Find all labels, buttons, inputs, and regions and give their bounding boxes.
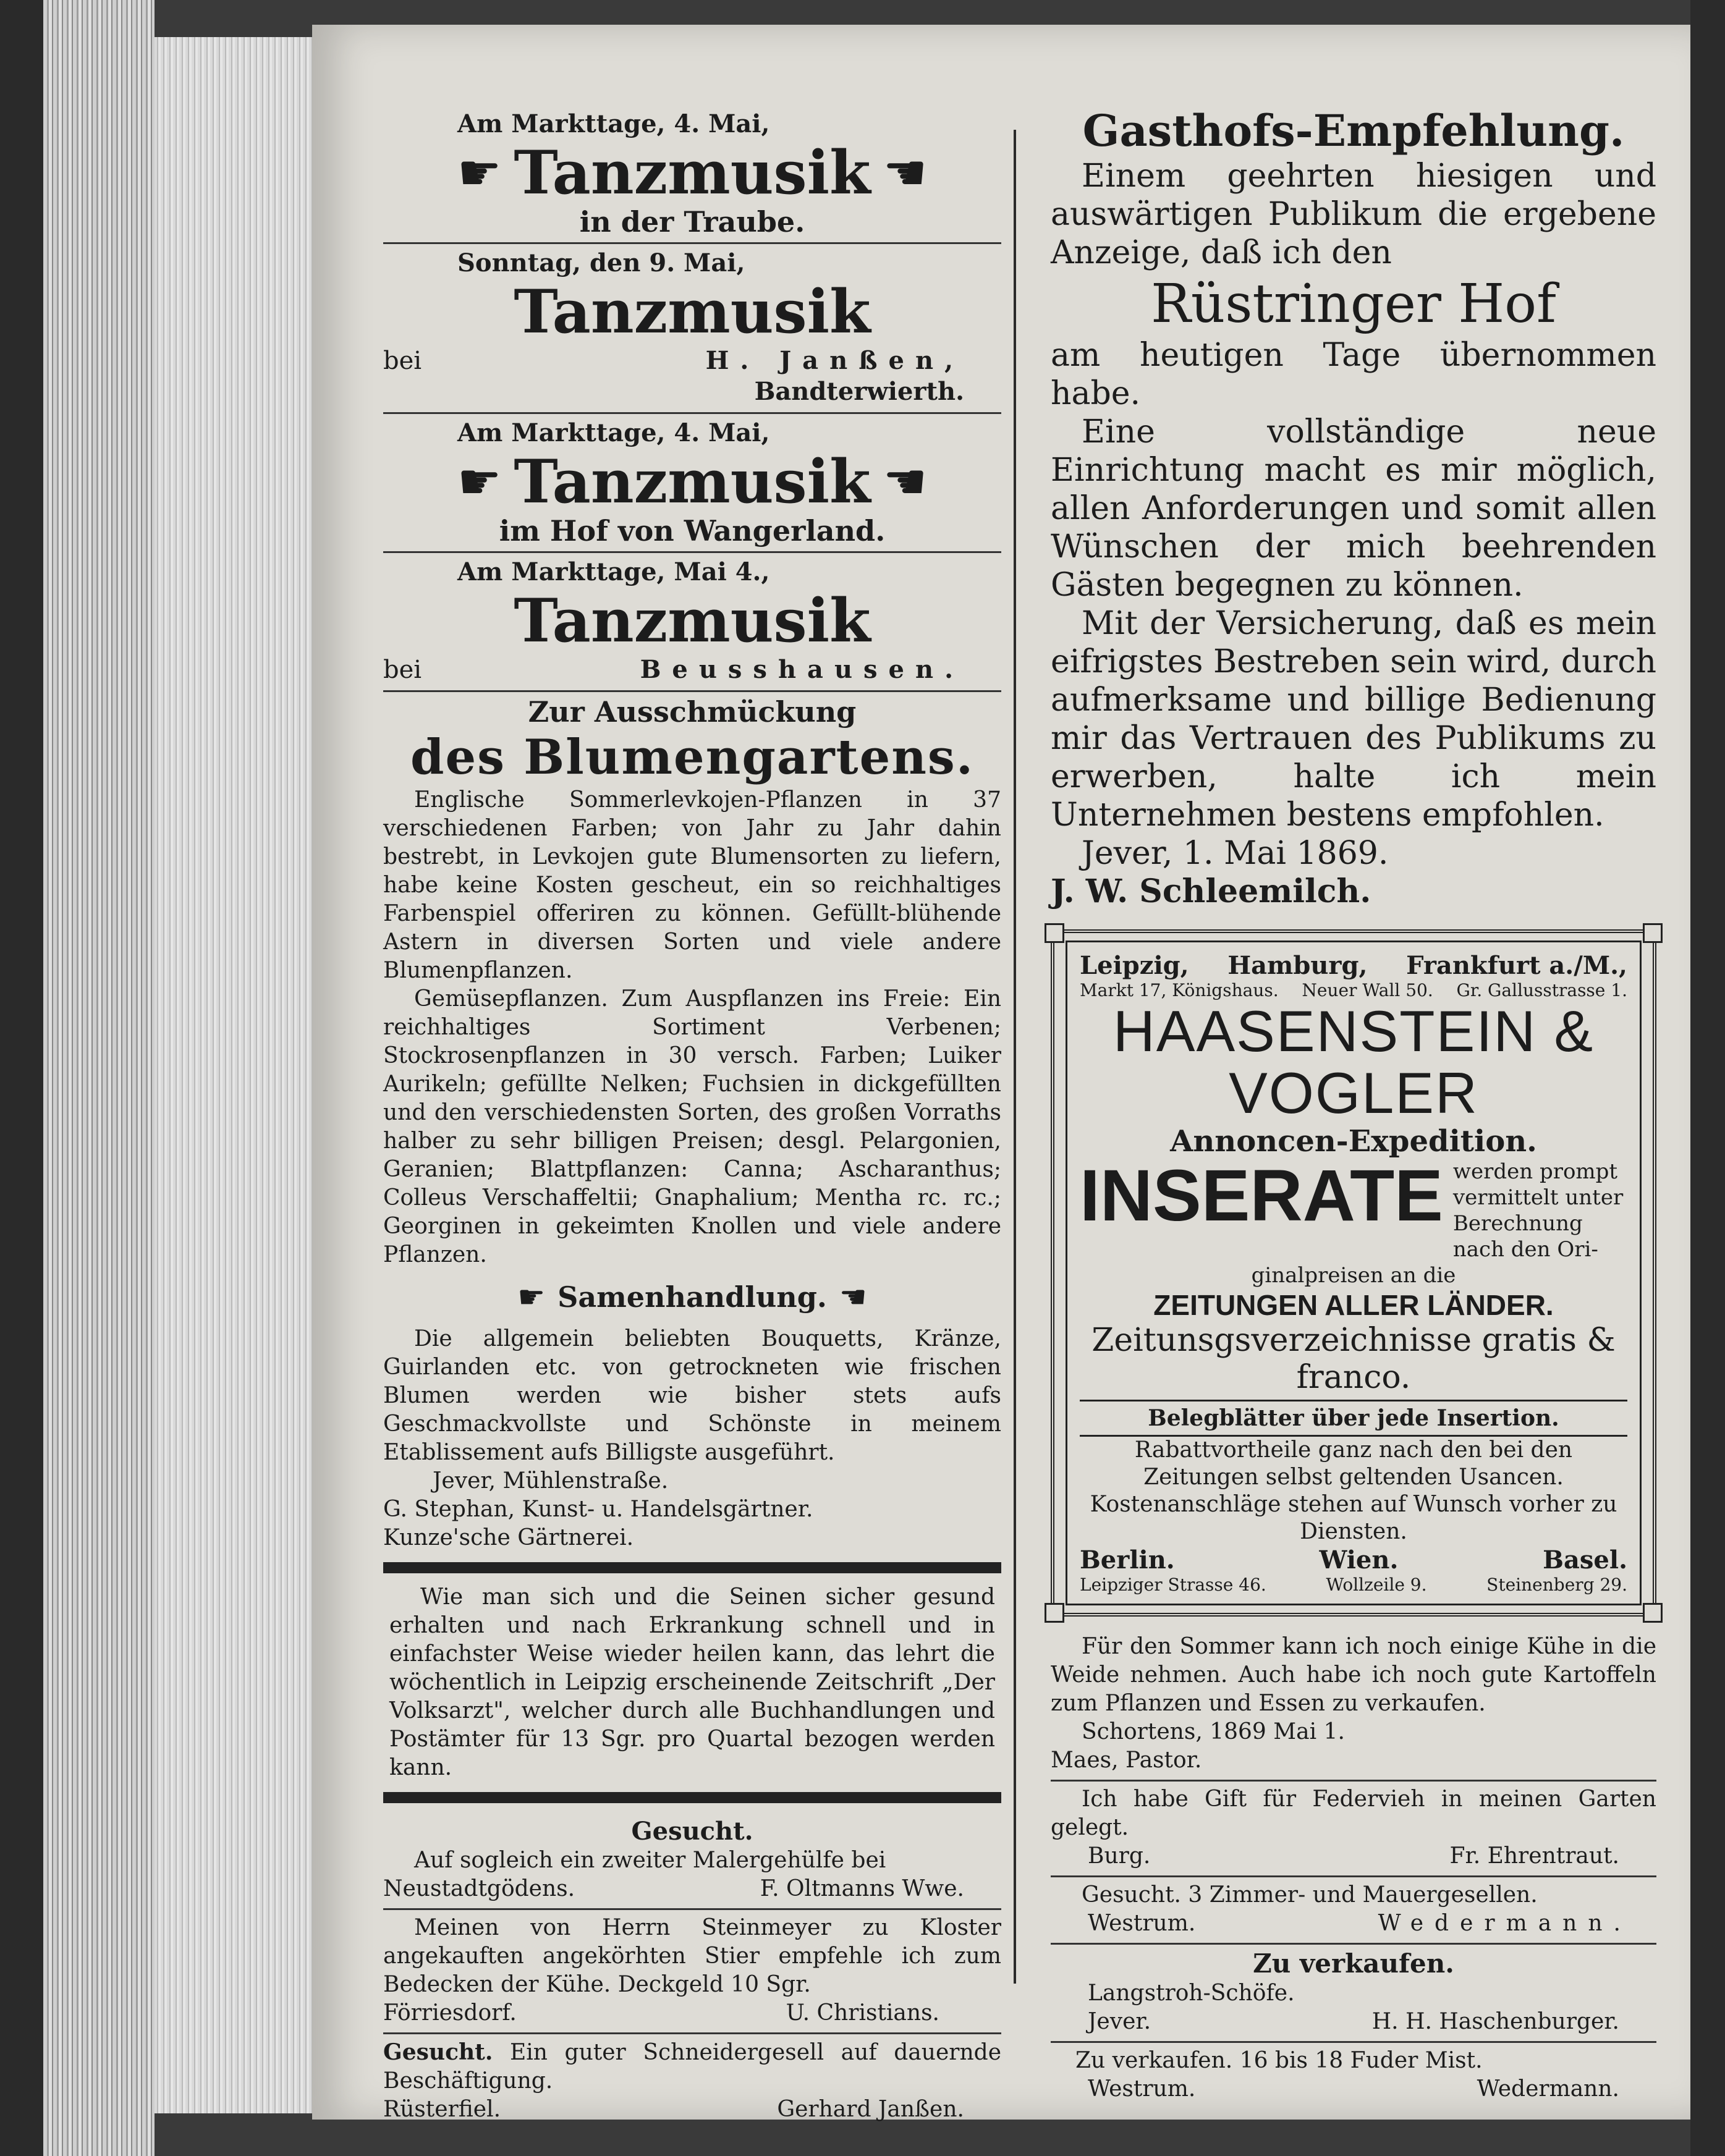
pointing-hand-left-icon: ☚	[839, 1279, 867, 1315]
poison-text: Ich habe Gift für Federvieh in meinen Garten gelegt.	[1051, 1786, 1656, 1840]
manure-location: Westrum.	[1088, 2076, 1196, 2102]
gasthof-paragraph-4: Mit der Versicherung, daß es mein eifrigstes Bestreben sein wird, durch aufmerksame und billige Bedienung mir das Vertrauen des Publikums zu erwerben, halte ich mein Unternehmen bestens empfohlen.	[1051, 605, 1656, 834]
pointing-hand-left-icon: ☚	[883, 144, 928, 201]
garden-signature-2: Kunze'sche Gärtnerei.	[383, 1525, 634, 1550]
pointing-hand-right-icon: ☛	[517, 1279, 546, 1315]
poison-location: Burg.	[1088, 1843, 1151, 1869]
gasthof-date: Jever, 1. Mai 1869.	[1082, 835, 1389, 872]
poison-signature: Fr. Ehrentraut.	[1449, 1843, 1619, 1869]
belegblaetter-line: Belegblätter über jede Insertion.	[1080, 1401, 1627, 1437]
address-berlin: Leipziger Strasse 46.	[1080, 1575, 1266, 1595]
book-spine	[43, 0, 155, 2156]
cows-ad	[1051, 1629, 1656, 1782]
garden-paragraph-1: Englische Sommerlevkojen-Pflanzen in 37 verschiedenen Farben; von Jahr zu Jahr dahin bestrebt, in Levkojen gute Blumensorten zu liefern, habe keine Kosten gescheut, ein so reichhaltiges Farbenspiel offeriren zu können. Gefüllt-blühende Astern in diversen Sorten und viele andere Blumenpflanzen.	[383, 787, 1001, 983]
manure-ad	[1051, 2043, 1656, 2108]
tailor-location: Rüsterfiel.	[383, 2097, 501, 2122]
annoncen-heading: Annoncen-Expedition.	[1170, 1124, 1537, 1159]
dance-ad-traube	[383, 105, 1001, 244]
gasthof-ad	[1051, 105, 1656, 911]
haasenstein-vogler-ad	[1051, 929, 1656, 1617]
inserate-text: werden prompt vermittelt unter Berechnung nach den Ori-	[1452, 1159, 1624, 1262]
company-name-2: VOGLER	[1229, 1060, 1478, 1125]
bull-location: Förriesdorf.	[383, 2000, 517, 2026]
zeitungen-heading: ZEITUNGEN ALLER LÄNDER.	[1153, 1289, 1554, 1321]
rabatt-text: Rabattvortheile ganz nach den bei den Zeitungen selbst geltenden Usancen.	[1134, 1437, 1573, 1490]
pointing-hand-right-icon: ☛	[457, 453, 502, 510]
right-column	[1051, 105, 1656, 2108]
bull-signature: U. Christians.	[786, 2000, 939, 2026]
pointing-hand-left-icon: ☚	[883, 453, 928, 510]
bull-ad	[383, 1910, 1001, 2034]
city-hamburg: Hamburg,	[1227, 951, 1368, 980]
seed-heading: Samenhandlung.	[557, 1280, 827, 1314]
address-frankfurt: Gr. Gallusstrasse 1.	[1456, 980, 1627, 1000]
ad-bei: bei	[383, 347, 422, 375]
tailor-lead: Gesucht.	[383, 2039, 493, 2065]
city-frankfurt: Frankfurt a./M.,	[1406, 951, 1627, 980]
page-stack-edge	[155, 37, 321, 2113]
volksarzt-ad: Wie man sich und die Seinen sicher gesund erhalten und nach Erkrankung schnell und in einfachster Weise wieder heilen kann, das lehrt die wöchentlich in Leipzig erscheinende Zeitschrift „Der Volksarzt", welcher durch alle Buchhandlungen und Postämter für 13 Sgr. pro Quartal bezogen werden kann.	[389, 1584, 995, 1780]
garden-heading: Zur Ausschmückung	[528, 695, 857, 729]
city-leipzig: Leipzig,	[1080, 951, 1189, 980]
thick-rule	[383, 1562, 1001, 1573]
wanted-signature: F. Oltmanns Wwe.	[760, 1876, 964, 1901]
column-divider	[1014, 130, 1016, 1984]
ad-date: Am Markttage, Mai 4.,	[457, 557, 770, 586]
tailor-text: Ein guter Schneidergesell auf dauernde Beschäftigung.	[383, 2040, 1001, 2094]
ad-title: Tanzmusik	[514, 138, 871, 208]
ad-date: Am Markttage, 4. Mai,	[457, 418, 770, 447]
ad-title: Tanzmusik	[514, 447, 871, 517]
address-leipzig: Markt 17, Königshaus.	[1080, 980, 1279, 1000]
inserate-heading: INSERATE	[1080, 1155, 1443, 1237]
bull-text: Meinen von Herrn Steinmeyer zu Kloster angekauften angekörhten Stier empfehle ich zum Bedecken der Kühe. Deckgeld 10 Sgr.	[383, 1915, 1001, 1997]
book-shadow	[0, 0, 43, 2156]
manure-text: Zu verkaufen. 16 bis 18 Fuder Mist.	[1075, 2048, 1483, 2073]
manure-signature: Wedermann.	[1477, 2076, 1619, 2102]
thick-rule	[383, 1792, 1001, 1803]
masons-ad	[1051, 1877, 1656, 1945]
ad-host-title: Bandterwierth.	[754, 377, 964, 406]
left-column	[383, 105, 1001, 2129]
cows-text: Für den Sommer kann ich noch einige Kühe in die Weide nehmen. Auch habe ich noch gute Kartoffeln zum Pflanzen und Essen zu verkaufen.	[1051, 1634, 1656, 1716]
tailor-signature: Gerhard Janßen.	[777, 2097, 964, 2122]
dance-ad-beusshausen	[383, 553, 1001, 690]
garden-title: des Blumengartens.	[410, 729, 974, 785]
for-sale-straw-ad	[1051, 1945, 1656, 2043]
city-basel: Basel.	[1543, 1545, 1627, 1575]
for-sale-signature: H. H. Haschenburger.	[1371, 2009, 1619, 2034]
for-sale-location: Jever.	[1088, 2009, 1151, 2034]
gasthof-title: Gasthofs-Empfehlung.	[1082, 105, 1625, 156]
ad-date: Am Markttage, 4. Mai,	[457, 109, 770, 138]
garden-paragraph-2: Gemüsepflanzen. Zum Auspflanzen ins Freie: Ein reichhaltiges Sortiment Verbenen; Stockrosenpflanzen in 30 versch. Farben; Luiker Aurikeln; gefüllte Nelken; Fuchsien in dickgefüllten und den verschiedensten Sorten, des großen Vorraths halber zu sehr billigen Preisen; desgl. Pelargonien, Geranien; Blattpflanzen: Canna; Ascharanthus; Colleus Verschaffeltii; Gnaphalium; Mentha rc. rc.; Georginen in gekeimten Knollen und viele andere Pflanzen.	[383, 986, 1001, 1267]
city-wien: Wien.	[1319, 1545, 1399, 1575]
wanted-painter-ad	[383, 1813, 1001, 1910]
verzeichnisse-line: Zeitunsgsverzeichnisse gratis & franco.	[1080, 1322, 1627, 1401]
wanted-text: Auf sogleich ein zweiter Malergehülfe bei	[414, 1848, 886, 1873]
gasthof-paragraph-3: Eine vollständige neue Einrichtung macht es mir möglich, allen Anforderungen und somit allen Wünschen der mich beehrenden Gästen begegnen zu können.	[1051, 413, 1656, 604]
ad-date: Sonntag, den 9. Mai,	[457, 248, 745, 277]
garden-ad	[383, 690, 1001, 1552]
masons-text: Gesucht. 3 Zimmer- und Mauergesellen.	[1082, 1882, 1538, 1908]
wanted-title: Gesucht.	[631, 1817, 753, 1846]
address-wien: Wollzeile 9.	[1326, 1575, 1427, 1595]
ad-title: Tanzmusik	[514, 586, 871, 656]
gasthof-name: Rüstringer Hof	[1151, 273, 1556, 335]
ad-bei: bei	[383, 656, 422, 684]
for-sale-item: Langstroh-Schöfe.	[1088, 1981, 1295, 2006]
cows-date: Schortens, 1869 Mai 1.	[1082, 1719, 1345, 1744]
address-hamburg: Neuer Wall 50.	[1302, 980, 1433, 1000]
for-sale-title: Zu verkaufen.	[1253, 1948, 1454, 1979]
wanted-location: Neustadtgödens.	[383, 1876, 575, 1901]
ad-place: im Hof von Wangerland.	[499, 514, 886, 547]
address-basel: Steinenberg 29.	[1486, 1575, 1627, 1595]
garden-signature: G. Stephan, Kunst- u. Handelsgärtner.	[383, 1497, 813, 1522]
city-berlin: Berlin.	[1080, 1545, 1175, 1575]
pointing-hand-right-icon: ☛	[457, 144, 502, 201]
poison-ad	[1051, 1782, 1656, 1877]
ad-host: H. Janßen,	[705, 346, 964, 375]
kosten-text: Kostenanschläge stehen auf Wunsch vorher zu Diensten.	[1090, 1492, 1617, 1544]
garden-paragraph-3: Die allgemein beliebten Bouquetts, Kränze, Guirlanden etc. von getrockneten wie frischen Blumen werden wie bisher stets aufs Geschmackvollste und Schönste in meinem Etablissement aufs Billigste ausgeführt.	[383, 1326, 1001, 1465]
ad-host: Beusshausen.	[640, 655, 964, 684]
garden-location: Jever, Mühlenstraße.	[433, 1468, 669, 1494]
gasthof-paragraph-1: Einem geehrten hiesigen und auswärtigen Publikum die ergebene Anzeige, daß ich den	[1051, 158, 1656, 271]
ad-place: in der Traube.	[579, 205, 805, 239]
gasthof-signature: J. W. Schleemilch.	[1051, 873, 1371, 910]
dance-ad-wangerland	[383, 414, 1001, 553]
gasthof-paragraph-2: am heutigen Tage übernommen habe.	[1051, 337, 1656, 412]
company-name-1: HAASENSTEIN &	[1113, 999, 1595, 1063]
masons-location: Westrum.	[1088, 1911, 1196, 1936]
dance-ad-janssen	[383, 244, 1001, 414]
inserate-text-2: ginalpreisen an die	[1251, 1263, 1456, 1288]
tailor-ad	[383, 2034, 1001, 2129]
cows-signature: Maes, Pastor.	[1051, 1748, 1202, 1773]
scan-margin	[1690, 0, 1725, 2156]
masons-signature: Wedermann.	[1378, 1911, 1632, 1936]
ad-title: Tanzmusik	[514, 277, 871, 347]
